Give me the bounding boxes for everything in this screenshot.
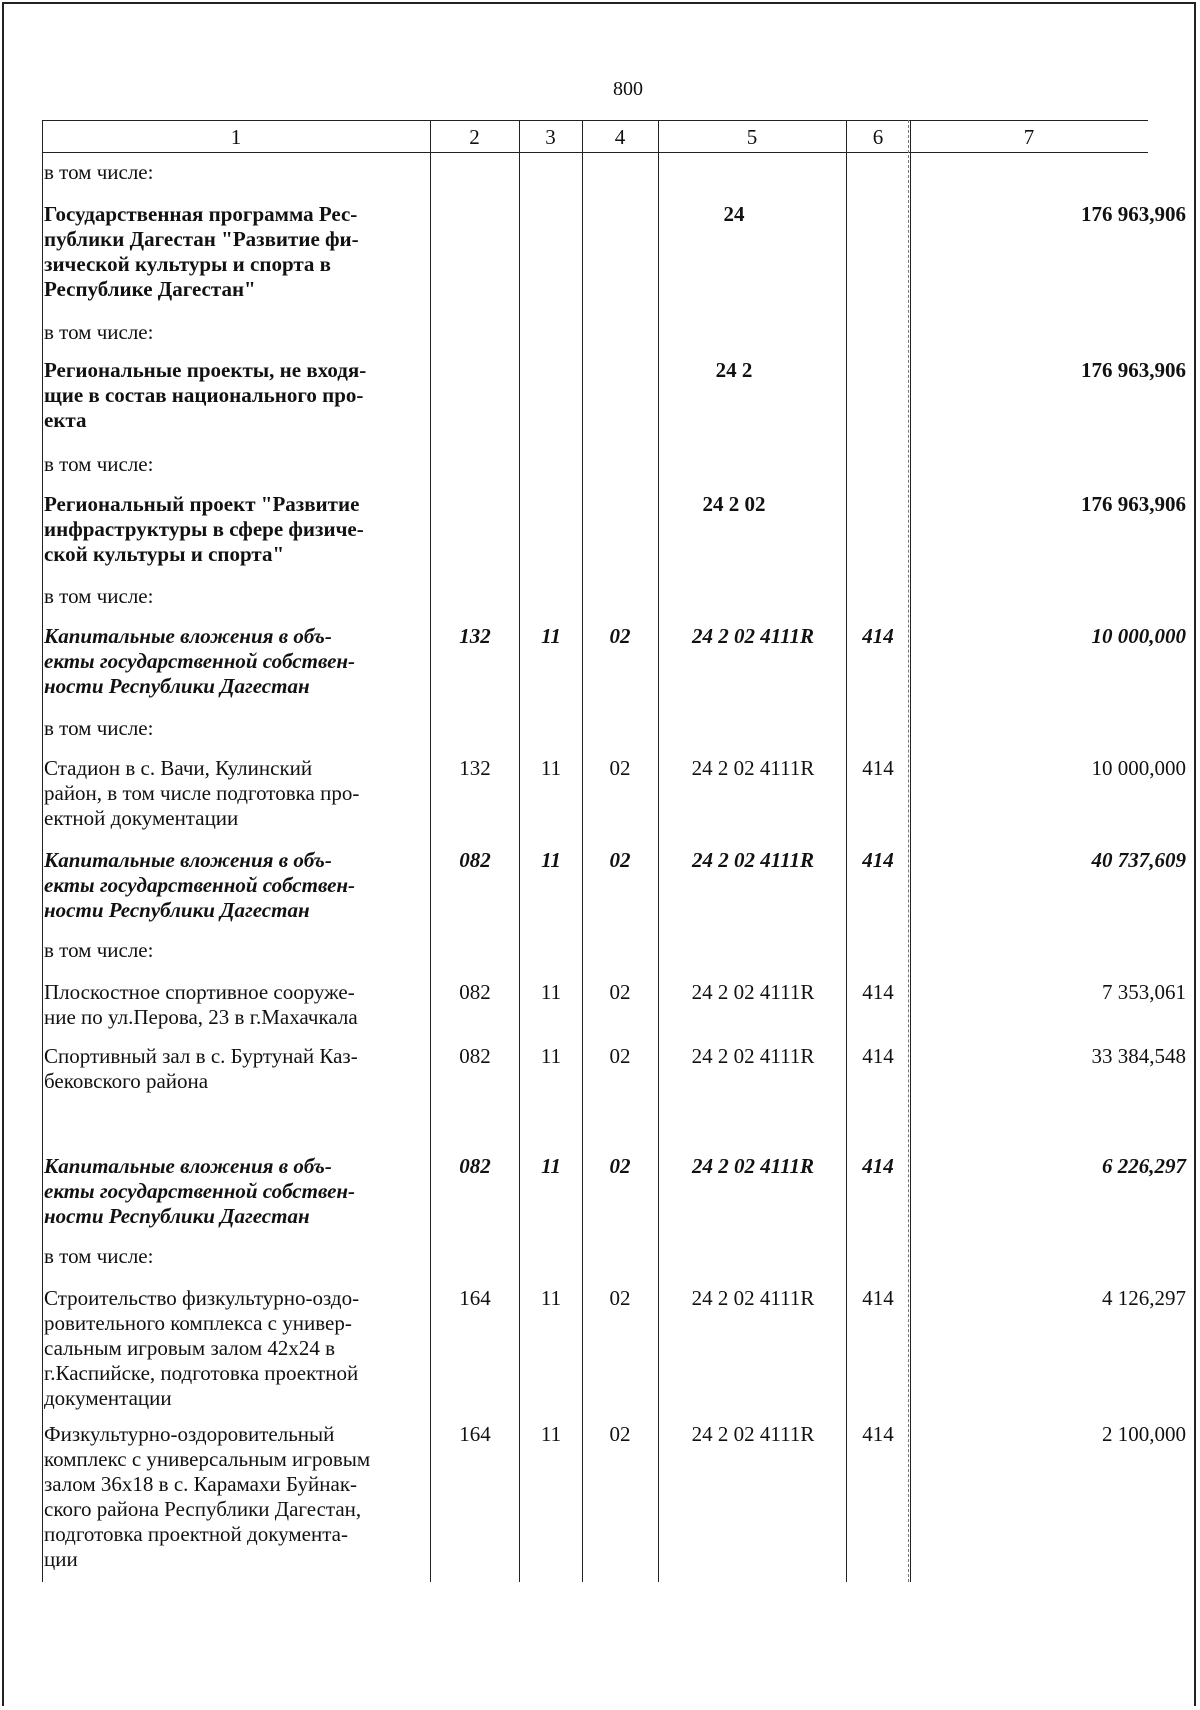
row-c3: 11 xyxy=(540,1422,562,1446)
row-code: 24 2 02 4111R xyxy=(691,980,815,1004)
row-c4: 02 xyxy=(609,980,631,1004)
row-c2: 132 xyxy=(459,756,491,780)
row-name: Капитальные вложения в объ- екты государственной собствен- ности Республики Дагестан xyxy=(44,848,356,922)
col-line-1 xyxy=(430,120,431,1582)
row-c2: 082 xyxy=(459,1044,491,1068)
row-name: Стадион в с. Вачи, Кулинский район, в том числе подготовка про- ектной документации xyxy=(44,756,360,830)
row-name: в том числе: xyxy=(44,584,154,608)
header-col-3: 3 xyxy=(545,125,556,149)
row-name: в том числе: xyxy=(44,320,154,344)
header-bottom-line xyxy=(42,152,1148,153)
row-c2: 082 xyxy=(459,848,491,872)
row-c6: 414 xyxy=(862,624,894,648)
row-c3: 11 xyxy=(540,756,562,780)
row-amount: 176 963,906 xyxy=(1081,492,1186,516)
header-col-7: 7 xyxy=(1023,125,1035,149)
header-col-4: 4 xyxy=(614,125,626,149)
col-line-6-dashed xyxy=(908,120,909,1582)
row-name: Спортивный зал в с. Буртунай Каз- бековского района xyxy=(44,1044,358,1093)
row-code: 24 2 02 4111R xyxy=(692,848,814,872)
row-c4: 02 xyxy=(609,756,631,780)
header-col-2: 2 xyxy=(469,125,480,149)
row-c3: 11 xyxy=(540,1044,562,1068)
row-name: в том числе: xyxy=(44,160,154,184)
row-c4: 02 xyxy=(609,1154,631,1178)
budget-table xyxy=(42,120,1186,1582)
row-c2: 082 xyxy=(459,1154,491,1178)
row-name: Капитальные вложения в объ- екты государственной собствен- ности Республики Дагестан xyxy=(44,624,356,698)
row-amount: 40 737,609 xyxy=(1091,848,1186,872)
row-name: в том числе: xyxy=(44,716,154,740)
table-top-line xyxy=(42,120,1148,121)
header-col-6: 6 xyxy=(872,125,884,149)
row-amount: 4 126,297 xyxy=(1102,1286,1186,1310)
row-c2: 164 xyxy=(459,1422,491,1446)
row-c4: 02 xyxy=(609,624,631,648)
row-c6: 414 xyxy=(862,1154,894,1178)
row-amount: 10 000,000 xyxy=(1091,756,1186,780)
row-c3: 11 xyxy=(541,624,561,648)
col-line-5 xyxy=(846,120,847,1582)
row-amount: 7 353,061 xyxy=(1102,980,1186,1004)
row-c3: 11 xyxy=(540,1286,562,1310)
row-code: 24 2 02 4111R xyxy=(691,1286,815,1310)
row-c2: 082 xyxy=(459,980,491,1004)
row-code: 24 2 02 4111R xyxy=(691,756,815,780)
col-line-4 xyxy=(658,120,659,1582)
row-code: 24 2 02 xyxy=(702,492,766,516)
row-code: 24 2 02 4111R xyxy=(692,624,814,648)
row-name: в том числе: xyxy=(44,452,154,476)
row-c4: 02 xyxy=(609,1286,631,1310)
header-row xyxy=(42,125,1148,149)
row-name: Государственная программа Рес- публики Дагестан "Развитие фи- зической культуры и спорта в Республике Дагестан" xyxy=(44,202,359,301)
row-name: Региональный проект "Развитие инфраструктуры в сфере физиче- ской культуры и спорта" xyxy=(44,492,364,566)
row-c3: 11 xyxy=(541,1154,561,1178)
row-c6: 414 xyxy=(862,980,894,1004)
row-c3: 11 xyxy=(540,980,562,1004)
row-amount: 176 963,906 xyxy=(1081,358,1186,382)
row-c6: 414 xyxy=(862,848,894,872)
row-c2: 164 xyxy=(459,1286,491,1310)
row-c4: 02 xyxy=(609,1044,631,1068)
col-line-6 xyxy=(910,120,911,1582)
row-name: Региональные проекты, не входя- щие в состав национального про- екта xyxy=(44,358,367,432)
row-code: 24 2 xyxy=(715,358,753,382)
row-name: Физкультурно-оздоровительный комплекс с универсальным игровым залом 36х18 в с. Карамахи Буйнак- ского района Республики Дагестан, подготовка проектной документа- ции xyxy=(44,1422,371,1571)
row-c4: 02 xyxy=(609,1422,631,1446)
row-name: в том числе: xyxy=(44,1244,154,1268)
row-c4: 02 xyxy=(609,848,631,872)
row-c2: 132 xyxy=(459,624,491,648)
row-amount: 10 000,000 xyxy=(1091,624,1186,648)
row-code: 24 2 02 4111R xyxy=(691,1422,815,1446)
col-line-3 xyxy=(582,120,583,1582)
row-amount: 33 384,548 xyxy=(1091,1044,1186,1068)
row-amount: 176 963,906 xyxy=(1081,202,1186,226)
row-c6: 414 xyxy=(862,1422,894,1446)
row-amount: 6 226,297 xyxy=(1102,1154,1186,1178)
row-code: 24 xyxy=(723,202,745,226)
row-name: в том числе: xyxy=(44,938,154,962)
row-c6: 414 xyxy=(862,1044,894,1068)
row-c3: 11 xyxy=(541,848,561,872)
header-col-5: 5 xyxy=(746,125,758,149)
row-amount: 2 100,000 xyxy=(1102,1422,1186,1446)
header-col-1: 1 xyxy=(230,125,242,149)
row-name: Плоскостное спортивное сооруже- ние по ул.Перова, 23 в г.Махачкала xyxy=(44,980,358,1029)
col-line-0 xyxy=(42,120,43,1582)
row-c6: 414 xyxy=(862,1286,894,1310)
row-c6: 414 xyxy=(862,756,894,780)
page-number: 800 xyxy=(613,78,643,100)
row-name: Строительство физкультурно-оздо- ровительного комплекса с универ- сальным игровым залом 42х24 в г.Каспийске, подготовка проектной документации xyxy=(44,1286,360,1410)
row-code: 24 2 02 4111R xyxy=(691,1044,815,1068)
row-name: Капитальные вложения в объ- екты государственной собствен- ности Республики Дагестан xyxy=(44,1154,356,1228)
row-code: 24 2 02 4111R xyxy=(692,1154,814,1178)
